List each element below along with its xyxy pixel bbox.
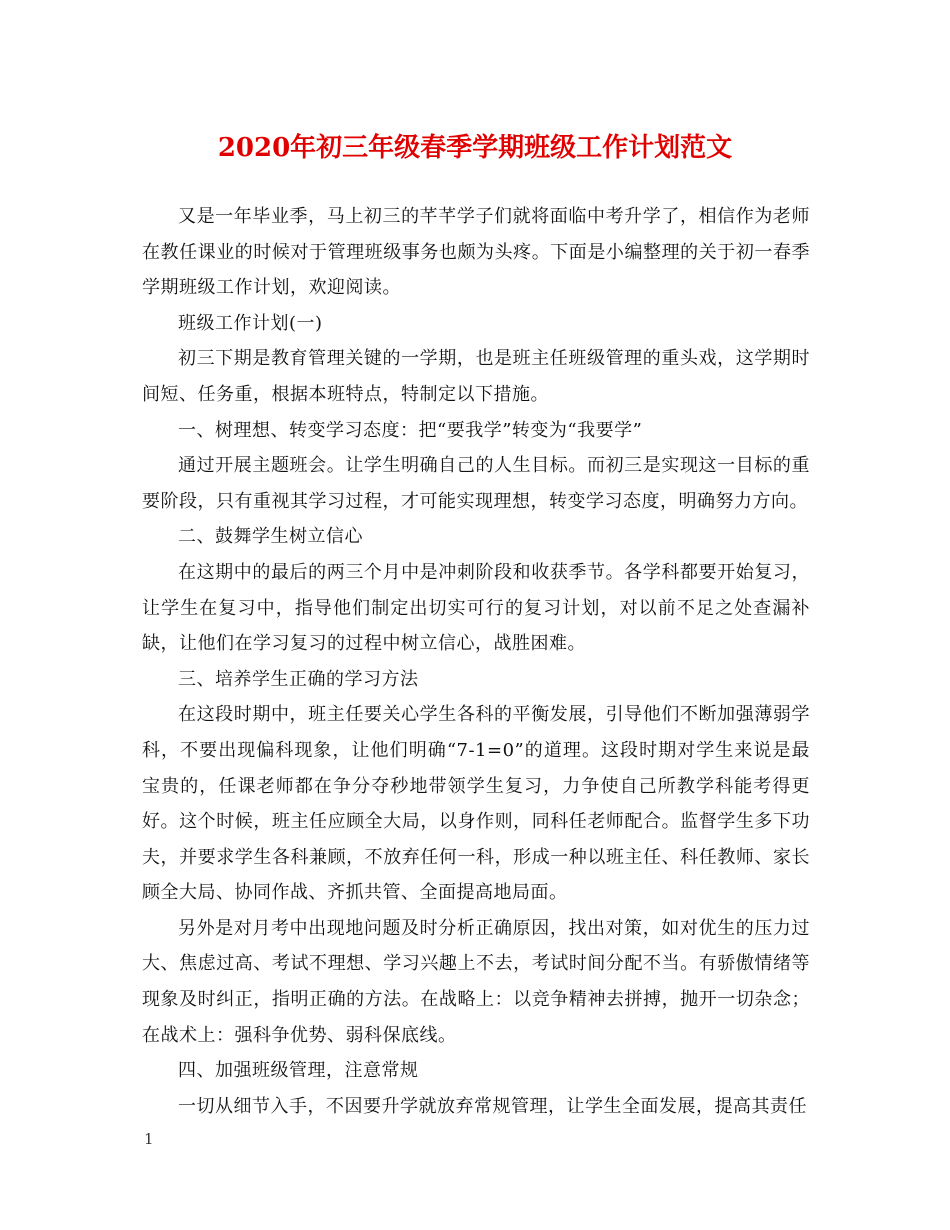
section-heading: 班级工作计划(一) bbox=[178, 312, 323, 334]
document-title: 2020年初三年级春季学期班级工作计划范文 bbox=[217, 133, 733, 163]
paragraph: 另外是对月考中出现地问题及时分析正确原因，找出对策，如对优生的压力过大、焦虑过高、考试不理想、学习兴趣上不去，考试时间分配不当。有骄傲情绪等现象及时纠正，指明正确的方法。在战略上：以竞争精神去拼搏，抛开一切杂念；在战术上：强科争优势、弱科保底线。 bbox=[142, 917, 810, 1046]
paragraph: 在这期中的最后的两三个月中是冲刺阶段和收获季节。各学科都要开始复习，让学生在复习中，指导他们制定出切实可行的复习计划，对以前不足之处查漏补缺，让他们在学习复习的过程中树立信心，战胜困难。 bbox=[142, 561, 810, 655]
paragraph: 在这段时期中，班主任要关心学生各科的平衡发展，引导他们不断加强薄弱学科，不要出现偏科现象，让他们明确“7-1=0”的道理。这段时期对学生来说是最宝贵的，任课老师都在争分夺秒地带领学生复习，力争使自己所教学科能考得更好。这个时候，班主任应顾全大局，以身作则，同科任老师配合。监督学生多下功夫，并要求学生各科兼顾，不放弃任何一科，形成一种以班主任、科任教师、家长顾全大局、协同作战、齐抓共管、全面提高地局面。 bbox=[142, 704, 810, 904]
paragraph: 通过开展主题班会。让学生明确自己的人生目标。而初三是实现这一目标的重要阶段，只有重视其学习过程，才可能实现理想，转变学习态度，明确努力方向。 bbox=[142, 455, 810, 512]
paragraph: 初三下期是教育管理关键的一学期，也是班主任班级管理的重头戏，这学期时间短、任务重，根据本班特点，特制定以下措施。 bbox=[142, 348, 810, 405]
section-heading: 一、树理想、转变学习态度：把“要我学”转变为“我要学” bbox=[178, 419, 643, 441]
paragraph: 一切从细节入手，不因要升学就放弃常规管理，让学生全面发展，提高其责任 bbox=[178, 1095, 807, 1117]
page-number: 1 bbox=[144, 1130, 154, 1148]
section-heading: 二、鼓舞学生树立信心 bbox=[178, 526, 363, 548]
section-heading: 四、加强班级管理，注意常规 bbox=[178, 1060, 419, 1082]
paragraph: 又是一年毕业季，马上初三的芊芊学子们就将面临中考升学了，相信作为老师在教任课业的时候对于管理班级事务也颇为头疼。下面是小编整理的关于初一春季学期班级工作计划，欢迎阅读。 bbox=[142, 206, 810, 299]
section-heading: 三、培养学生正确的学习方法 bbox=[178, 668, 419, 690]
document-body bbox=[142, 199, 810, 1124]
